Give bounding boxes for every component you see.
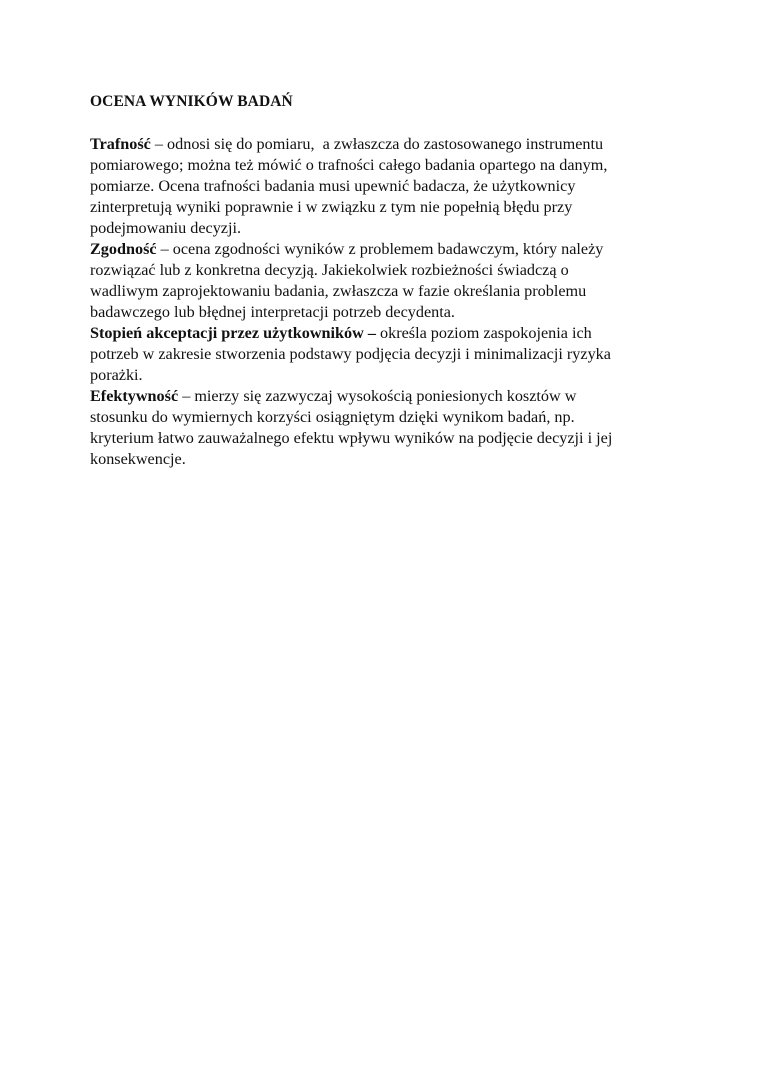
paragraph-line — [90, 134, 700, 155]
paragraph-line: podejmowaniu decyzji. — [90, 219, 242, 237]
paragraph-line: kryterium łatwo zauważalnego efektu wpływu wyników na podjęcie decyzji i jej — [90, 429, 613, 447]
term-stopien-akceptacji: Stopień akceptacji przez użytkowników – — [90, 324, 376, 342]
paragraph-line: rozwiązać lub z konkretna decyzją. Jakiekolwiek rozbieżności świadczą o — [90, 261, 569, 279]
paragraph-text: – ocena zgodności wyników z problemem badawczym, który należy — [156, 240, 604, 258]
paragraph-text: – mierzy się zazwyczaj wysokością poniesionych kosztów w — [178, 387, 577, 405]
term-zgodnosc: Zgodność — [90, 240, 157, 258]
paragraph-line — [90, 323, 700, 344]
document-body — [90, 134, 700, 470]
document-title: OCENA WYNIKÓW BADAŃ — [90, 93, 293, 110]
term-efektywnosc: Efektywność — [90, 387, 179, 405]
paragraph-line: zinterpretują wyniki poprawnie i w związku z tym nie popełnią błędu przy — [90, 198, 573, 216]
term-trafnosc: Trafność — [90, 135, 151, 153]
paragraph-line — [90, 386, 700, 407]
paragraph-line: pomiarowego; można też mówić o trafności całego badania opartego na danym, — [90, 156, 608, 174]
paragraph-line: badawczego lub błędnej interpretacji potrzeb decydenta. — [90, 303, 455, 321]
paragraph-text: określa poziom zaspokojenia ich — [375, 324, 592, 342]
paragraph-line — [90, 239, 700, 260]
paragraph-text: – odnosi się do pomiaru, a zwłaszcza do zastosowanego instrumentu — [150, 135, 604, 153]
paragraph-line: porażki. — [90, 366, 143, 384]
paragraph-line: potrzeb w zakresie stworzenia podstawy podjęcia decyzji i minimalizacji ryzyka — [90, 345, 611, 363]
paragraph-line: konsekwencje. — [90, 450, 186, 468]
paragraph-line: pomiarze. Ocena trafności badania musi upewnić badacza, że użytkownicy — [90, 177, 576, 195]
paragraph-line: stosunku do wymiernych korzyści osiągniętym dzięki wynikom badań, np. — [90, 408, 575, 426]
paragraph-line: wadliwym zaprojektowaniu badania, zwłaszcza w fazie określania problemu — [90, 282, 587, 300]
